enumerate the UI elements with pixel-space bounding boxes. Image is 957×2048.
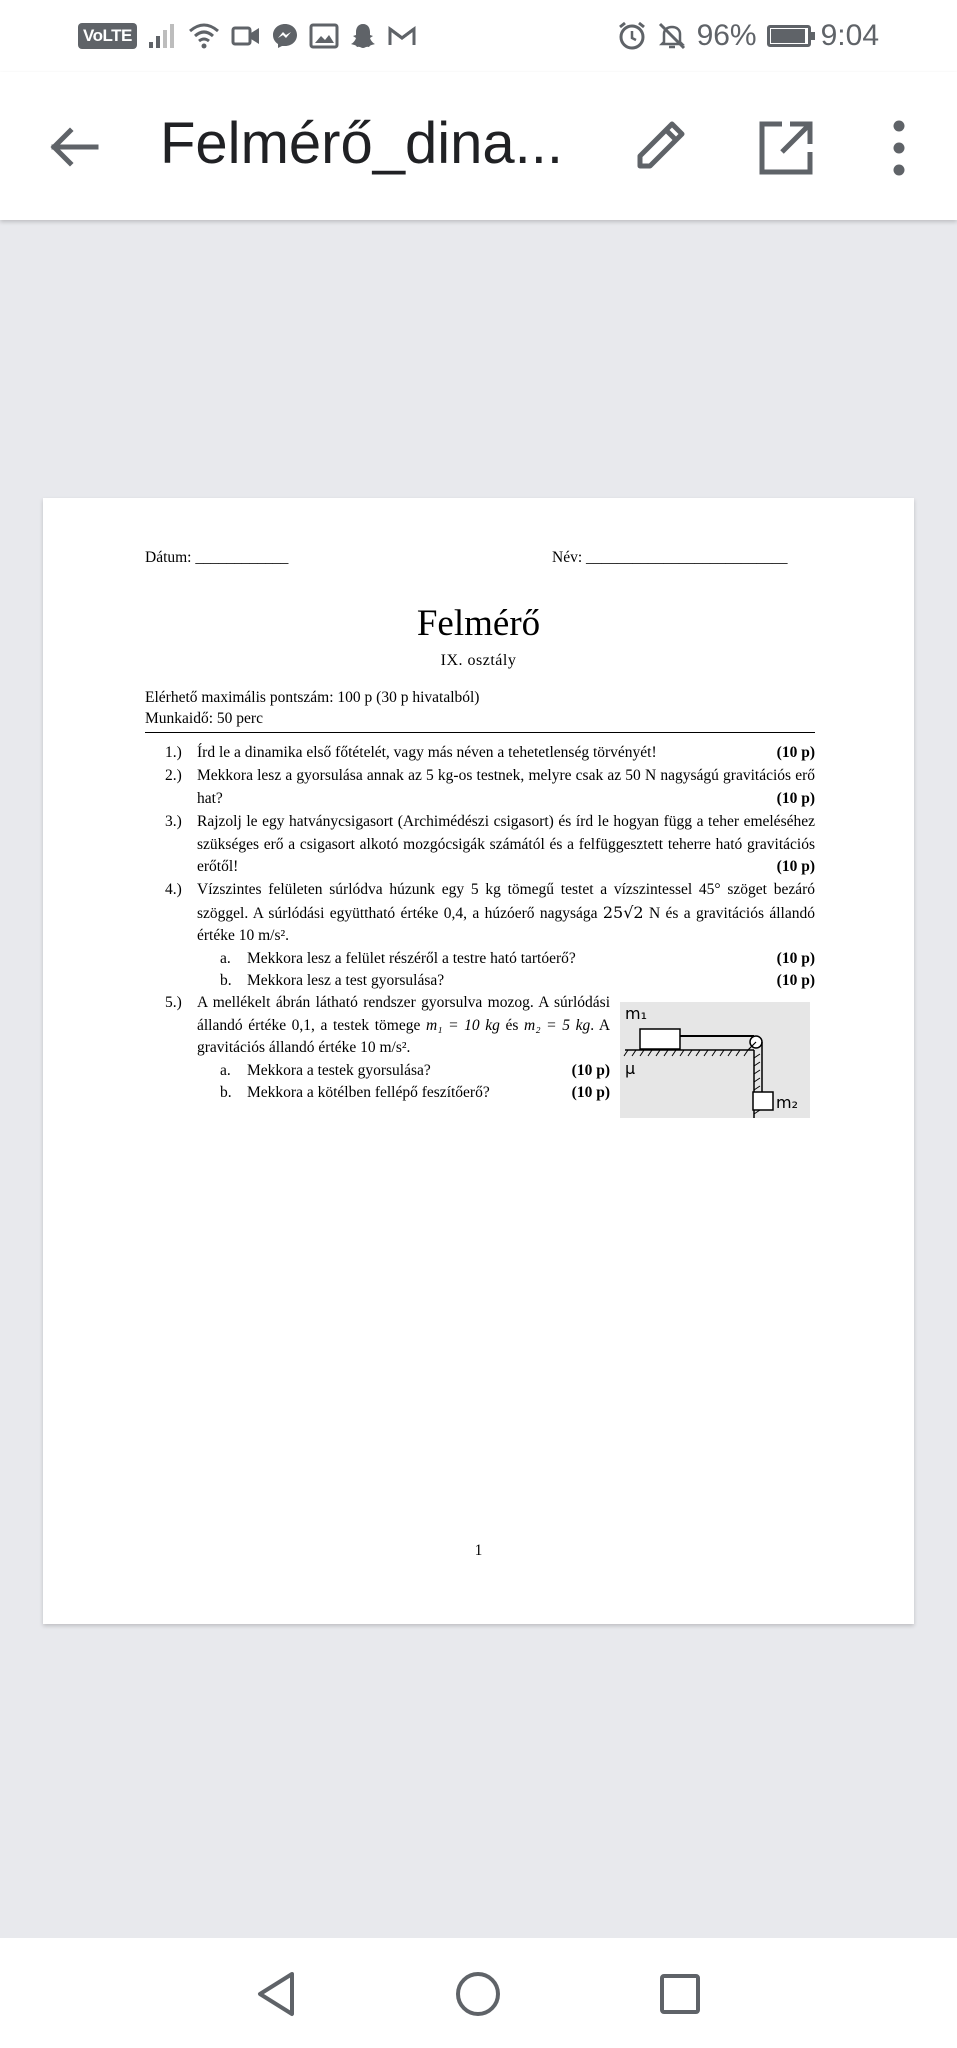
signal-icon [147, 22, 177, 50]
messenger-icon [271, 22, 299, 50]
nav-back-icon[interactable] [248, 1966, 304, 2022]
wifi-icon [187, 21, 221, 51]
force-formula: 25√2 [602, 902, 644, 922]
sub-text: Mekkora lesz a felület részéről a testre ható tartóerő? [247, 949, 576, 967]
question-points: (10 p) [776, 744, 815, 761]
sub-letter: b. [220, 1084, 232, 1101]
page-title: Felmérő [416, 603, 541, 644]
mu-label: μ [625, 1059, 636, 1078]
question-text-c: . A gravitációs állandó értéke 10 m/s². [197, 1016, 611, 1056]
question-text: Rajzolj le egy hatványcsigasort (Archimédészi csigasort) és írd le hogyan függ a teher emeléséhez szükséges erő a csigasort alkotó mozgócsigák számától és a felfüggesztett teherre ható gravitációs erőtől! [197, 813, 815, 875]
back-arrow-icon[interactable] [40, 112, 110, 182]
m1-formula: m₁ = 10 kg [425, 1016, 500, 1034]
sub-letter: a. [220, 949, 231, 967]
document-page [43, 498, 914, 1624]
subquestion-4a [220, 948, 815, 971]
gallery-icon [309, 22, 339, 50]
m1-label: m₁ [625, 1004, 647, 1023]
clock: 9:04 [820, 19, 879, 52]
navigation-bar [0, 1938, 957, 2048]
question-4 [145, 879, 815, 993]
question-points: (10 p) [776, 789, 815, 807]
gmail-icon [387, 23, 417, 49]
battery-percent: 96% [696, 19, 757, 52]
volte-badge: VoLTE [78, 23, 137, 49]
sub-points: (10 p) [571, 1061, 610, 1079]
question-number: 1.) [165, 744, 182, 761]
subquestion-5a [220, 1060, 610, 1083]
page-subtitle: IX. osztály [440, 652, 517, 669]
question-number: 3.) [165, 813, 182, 830]
question-text-b: és [499, 1016, 524, 1034]
block-m1 [640, 1029, 680, 1049]
question-text: Írd le a dinamika első főtételét, vagy más néven a tehetetlenség törvényét! [197, 744, 657, 761]
m2-label: m₂ [776, 1093, 798, 1112]
sub-text: Mekkora a testek gyorsulása? [247, 1061, 431, 1079]
question-number: 2.) [165, 767, 182, 784]
max-points: Elérhető maximális pontszám: 100 p (30 p hivatalból) [145, 689, 480, 706]
snapchat-icon [349, 22, 377, 50]
question-number: 5.) [165, 994, 182, 1011]
app-bar [0, 72, 957, 220]
question-text-a: A mellékelt ábrán látható rendszer gyorsulva mozog. A súrlódási állandó értéke 0,1, a testek tömege [197, 994, 610, 1034]
more-vert-icon[interactable] [876, 114, 922, 182]
question-2 [145, 765, 815, 810]
question-text: Mekkora lesz a gyorsulása annak az 5 kg-os testnek, melyre csak az 50 N nagyságú gravitációs erő hat? [197, 767, 815, 807]
status-bar [0, 0, 957, 72]
pulley-figure [620, 1002, 810, 1118]
sub-points: (10 p) [776, 972, 815, 989]
question-1 [145, 742, 815, 765]
work-time: Munkaidő: 50 perc [145, 710, 263, 727]
table-hatching [624, 1050, 748, 1056]
divider [145, 732, 815, 733]
video-icon [231, 23, 261, 49]
question-points: (10 p) [776, 858, 815, 875]
open-external-icon[interactable] [752, 114, 820, 182]
date-field: Dátum: ____________ [145, 549, 289, 566]
page-number: 1 [474, 1542, 483, 1559]
subquestion-5b [220, 1082, 610, 1105]
question-3 [145, 811, 815, 879]
sub-points: (10 p) [571, 1084, 610, 1101]
pulley-diagram [620, 1002, 810, 1118]
battery-icon [767, 25, 811, 47]
subquestion-4b [220, 970, 815, 993]
battery-fill [771, 29, 805, 43]
sub-points: (10 p) [776, 949, 815, 967]
edit-pencil-icon[interactable] [628, 114, 696, 182]
status-bar-right [617, 16, 879, 56]
sub-text: Mekkora a kötélben fellépő feszítőerő? [247, 1084, 490, 1101]
sub-text: Mekkora lesz a test gyorsulása? [247, 972, 445, 989]
block-m2 [753, 1092, 773, 1110]
question-text-b: N és a gravitációs állandó értéke 10 m/s². [197, 904, 815, 944]
question-text-a: Vízszintes felületen súrlódva húzunk egy 5 kg tömegű testet a vízszintessel 45° szöget bezáró szöggel. A súrlódási együttható értéke 0,4, a húzóerő nagysága [197, 881, 815, 922]
status-bar-left [78, 18, 417, 54]
question-number: 4.) [165, 881, 182, 898]
nav-recents-icon[interactable] [652, 1966, 708, 2022]
mute-icon [657, 21, 687, 51]
m2-formula: m₂ = 5 kg [524, 1016, 591, 1034]
nav-home-icon[interactable] [450, 1966, 506, 2022]
sub-letter: a. [220, 1061, 231, 1079]
alarm-icon [617, 21, 647, 51]
name-field: Név: __________________________ [552, 549, 788, 566]
question-5 [145, 992, 610, 1105]
sub-letter: b. [220, 972, 232, 989]
document-title: Felmérő_dina... [160, 111, 563, 176]
